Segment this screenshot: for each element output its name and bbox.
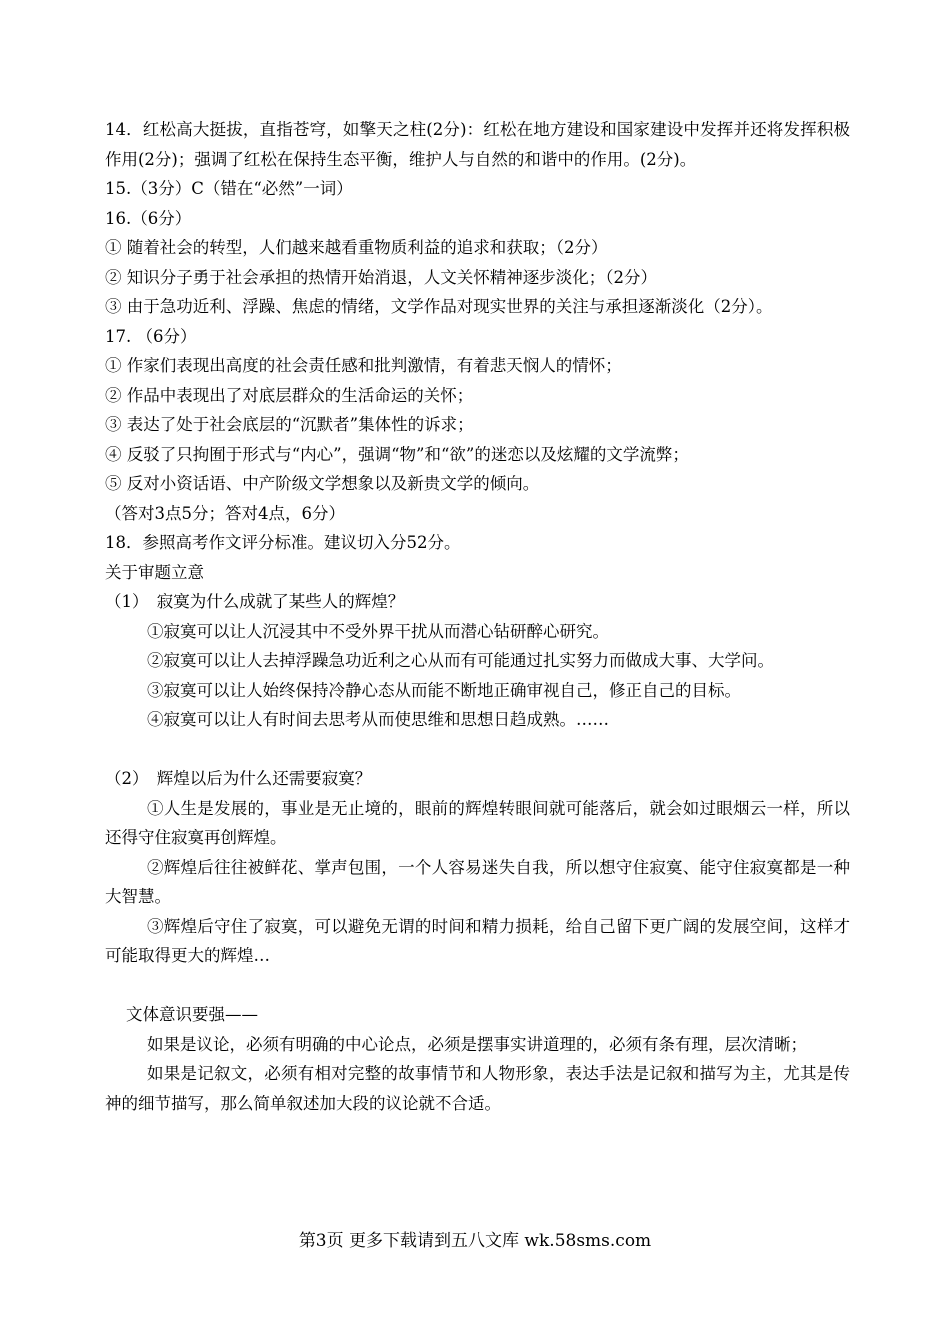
style-heading: 文体意识要强—— (126, 1005, 258, 1024)
topic-heading: 关于审题立意 (105, 562, 204, 582)
answer-16-heading: 16.（6分） (105, 208, 192, 228)
subtopic-2-point-2: ②辉煌后往往被鲜花、掌声包围，一个人容易迷失自我，所以想守住寂寞、能守住寂寞都是一种大智慧。 (105, 857, 850, 906)
subtopic-1-heading: （1） 寂寞为什么成就了某些人的辉煌？ (105, 592, 405, 611)
blank-line (105, 971, 850, 1001)
answer-17-point-4: ④ 反驳了只拘囿于形式与“内心”，强调“物”和“欲”的迷恋以及炫耀的文学流弊； (105, 444, 689, 464)
style-point-argument: 如果是议论，必须有明确的中心论点，必须是摆事实讲道理的，必须有条有理，层次清晰； (147, 1034, 807, 1054)
answer-17-scoring-note: （答对3点5分；答对4点，6分） (105, 503, 345, 523)
answer-17-heading: 17. （6分） (105, 326, 197, 346)
document-body (105, 115, 850, 1118)
answer-16-point-2: ② 知识分子勇于社会承担的热情开始消退，人文关怀精神逐步淡化；（2分） (105, 267, 657, 287)
blank-line (105, 735, 850, 765)
subtopic-1-point-1: ①寂寞可以让人沉浸其中不受外界干扰从而潜心钻研醉心研究。 (147, 621, 609, 641)
answer-17-point-5: ⑤ 反对小资话语、中产阶级文学想象以及新贵文学的倾向。 (105, 474, 540, 493)
page-footer: 第3页 更多下载请到五八文库 wk.58sms.com (298, 1231, 652, 1251)
subtopic-1-point-3: ③寂寞可以让人始终保持冷静心态从而能不断地正确审视自己，修正自己的目标。 (147, 680, 741, 700)
answer-15: 15.（3分）C（错在“必然”一词） (105, 179, 353, 198)
subtopic-2-heading: （2） 辉煌以后为什么还需要寂寞？ (105, 769, 372, 788)
subtopic-1-point-2: ②寂寞可以让人去掉浮躁急功近利之心从而有可能通过扎实努力而做成大事、大学问。 (147, 651, 774, 670)
answer-16-point-1: ① 随着社会的转型，人们越来越看重物质利益的追求和获取；（2分） (105, 238, 608, 257)
answer-16-point-3: ③ 由于急功近利、浮躁、焦虑的情绪，文学作品对现实世界的关注与承担逐渐淡化（2分）。 (105, 297, 773, 316)
subtopic-1-point-4: ④寂寞可以让人有时间去思考从而使思维和思想日趋成熟。…… (147, 710, 609, 729)
subtopic-2-point-1: ①人生是发展的，事业是无止境的，眼前的辉煌转眼间就可能落后，就会如过眼烟云一样，所以还得守住寂寞再创辉煌。 (105, 798, 850, 847)
answer-17-point-2: ② 作品中表现出了对底层群众的生活命运的关怀； (105, 385, 474, 405)
style-point-narrative: 如果是记叙文，必须有相对完整的故事情节和人物形象，表达手法是记叙和描写为主，尤其是传神的细节描写，那么简单叙述加大段的议论就不合适。 (105, 1064, 850, 1113)
answer-18: 18．参照高考作文评分标准。建议切入分52分。 (105, 533, 461, 552)
subtopic-2-point-3: ③辉煌后守住了寂寞，可以避免无谓的时间和精力损耗，给自己留下更广阔的发展空间，这样才可能取得更大的辉煌… (105, 916, 850, 965)
answer-14: 14．红松高大挺拔，直指苍穹，如擎天之柱(2分)：红松在地方建设和国家建设中发挥并还将发挥积极作用(2分)；强调了红松在保持生态平衡，维护人与自然的和谐中的作用。(2分)。 (105, 120, 850, 169)
answer-17-point-1: ① 作家们表现出高度的社会责任感和批判激情，有着悲天悯人的情怀； (105, 356, 622, 375)
answer-17-point-3: ③ 表达了处于社会底层的“沉默者”集体性的诉求； (105, 415, 474, 434)
